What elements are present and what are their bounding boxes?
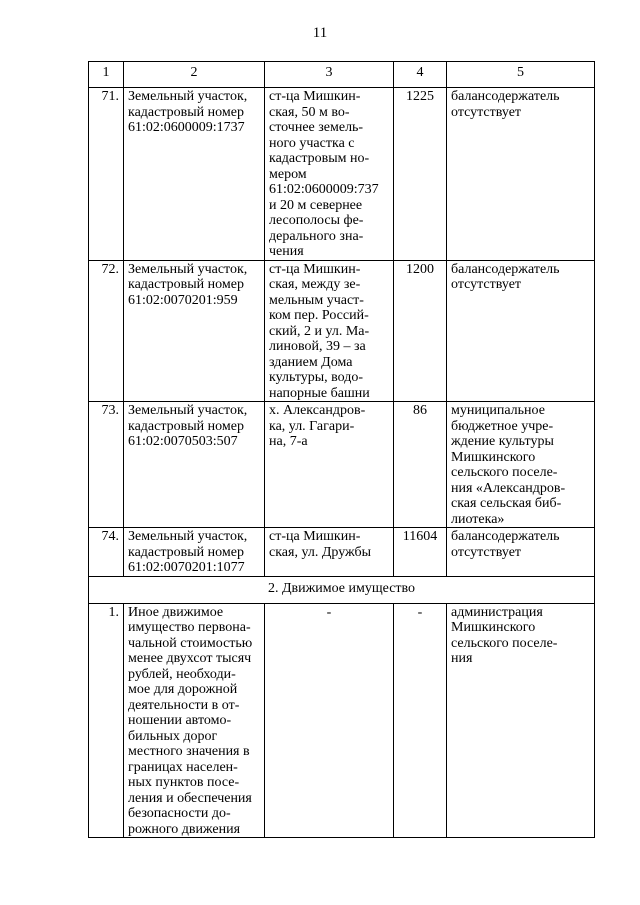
property-name-line: бильных дорог bbox=[128, 728, 218, 744]
address-line: 61:02:0600009:737 bbox=[269, 182, 379, 197]
holder-line: ния bbox=[451, 651, 473, 666]
holder-line: администрация bbox=[451, 604, 543, 620]
property-name-line: кадастровый номер bbox=[128, 418, 244, 434]
table-row bbox=[89, 88, 595, 261]
holder-line: ская сельская биб- bbox=[451, 496, 562, 511]
address-cell bbox=[265, 402, 394, 528]
table-row bbox=[89, 402, 595, 528]
header-col-2: 2 bbox=[124, 62, 265, 88]
row-number: 1. bbox=[89, 603, 124, 838]
address-cell bbox=[265, 260, 394, 402]
property-name-line: 61:02:0070201:959 bbox=[128, 292, 238, 308]
holder-line: отсутствует bbox=[451, 277, 522, 292]
property-name-cell bbox=[124, 88, 265, 261]
property-name-line: деятельности в от- bbox=[128, 697, 240, 713]
property-name-line: рожного движения bbox=[128, 821, 241, 837]
holder-cell bbox=[447, 260, 595, 402]
area-cell: 1200 bbox=[394, 260, 447, 402]
holder-line: муниципальное bbox=[451, 403, 545, 418]
property-name-line: Земельный участок, bbox=[128, 261, 248, 277]
table-row bbox=[89, 260, 595, 402]
row-number: 72. bbox=[89, 260, 124, 402]
address-cell: - bbox=[265, 603, 394, 838]
header-col-1: 1 bbox=[89, 62, 124, 88]
address-line: напорные башни bbox=[269, 385, 370, 401]
property-name-line: кадастровый номер bbox=[128, 544, 244, 560]
holder-line: отсутствует bbox=[451, 544, 522, 560]
header-col-4: 4 bbox=[394, 62, 447, 88]
property-name-line: кадастровый номер bbox=[128, 104, 244, 120]
property-name-cell bbox=[124, 603, 265, 838]
property-name-cell bbox=[124, 260, 265, 402]
area-cell: 86 bbox=[394, 402, 447, 528]
property-name-line: ления и обеспечения bbox=[128, 790, 252, 806]
area-cell: - bbox=[394, 603, 447, 838]
holder-line: сельского поселе- bbox=[451, 465, 558, 480]
page-number: 11 bbox=[312, 25, 328, 41]
holder-line: ждение культуры bbox=[451, 434, 554, 449]
address-line: ст-ца Мишкин- bbox=[269, 529, 361, 544]
address-line: х. Александров- bbox=[269, 403, 366, 418]
address-line: дерального зна- bbox=[269, 228, 364, 244]
table-row bbox=[89, 528, 595, 577]
property-name-line: мое для дорожной bbox=[128, 682, 238, 697]
property-name-cell bbox=[124, 528, 265, 577]
holder-line: сельского поселе- bbox=[451, 635, 558, 651]
property-name-line: Земельный участок, bbox=[128, 89, 248, 104]
holder-cell bbox=[447, 528, 595, 577]
property-name-line: Земельный участок, bbox=[128, 529, 248, 544]
property-name-line: менее двухсот тысяч bbox=[128, 651, 252, 666]
row-number: 74. bbox=[89, 528, 124, 577]
property-name-line: 61:02:0600009:1737 bbox=[128, 120, 245, 135]
address-line: ст-ца Мишкин- bbox=[269, 89, 361, 104]
section-title: 2. Движимое имущество bbox=[89, 576, 595, 603]
property-name-line: 61:02:0070503:507 bbox=[128, 434, 238, 449]
property-name-line: ношении автомо- bbox=[128, 713, 232, 728]
holder-line: ния «Александров- bbox=[451, 480, 566, 496]
address-line: культуры, водо- bbox=[269, 370, 364, 385]
holder-cell bbox=[447, 603, 595, 838]
property-name-line: кадастровый номер bbox=[128, 277, 244, 292]
address-line: и 20 м севернее bbox=[269, 197, 363, 213]
holder-line: бюджетное учре- bbox=[451, 418, 554, 434]
section-header-row bbox=[89, 576, 595, 603]
property-name-cell bbox=[124, 402, 265, 528]
holder-line: балансодержатель bbox=[451, 261, 560, 277]
address-line: ком пер. Россий- bbox=[269, 308, 369, 323]
holder-line: отсутствует bbox=[451, 104, 522, 120]
property-name-line: местного значения в bbox=[128, 744, 250, 759]
table-row bbox=[89, 603, 595, 838]
property-name-line: границах населен- bbox=[128, 759, 238, 775]
address-line: ка, ул. Гагари- bbox=[269, 418, 355, 434]
property-register-table bbox=[88, 61, 595, 838]
address-line: чения bbox=[269, 244, 304, 259]
column-number-header-row bbox=[89, 62, 595, 88]
property-name-line: ных пунктов посе- bbox=[128, 775, 240, 790]
holder-line: Мишкинского bbox=[451, 620, 536, 635]
address-line: на, 7-а bbox=[269, 434, 308, 449]
holder-cell bbox=[447, 402, 595, 528]
header-col-3: 3 bbox=[265, 62, 394, 88]
address-line: ст-ца Мишкин- bbox=[269, 261, 361, 277]
address-cell bbox=[265, 88, 394, 261]
property-name-line: Земельный участок, bbox=[128, 403, 248, 418]
address-line: лесополосы фе- bbox=[269, 213, 364, 228]
address-line: ного участка с bbox=[269, 135, 355, 151]
area-cell: 11604 bbox=[394, 528, 447, 577]
address-line: сточнее земель- bbox=[269, 120, 364, 135]
address-line: ская, ул. Дружбы bbox=[269, 544, 372, 560]
address-line: зданием Дома bbox=[269, 354, 353, 370]
row-number: 71. bbox=[89, 88, 124, 261]
property-name-line: безопасности до- bbox=[128, 806, 231, 821]
address-line: ский, 2 и ул. Ма- bbox=[269, 323, 370, 339]
address-line: ская, 50 м во- bbox=[269, 104, 350, 120]
holder-cell bbox=[447, 88, 595, 261]
address-line: кадастровым но- bbox=[269, 151, 370, 166]
property-name-line: Иное движимое bbox=[128, 604, 224, 620]
address-line: линовой, 39 – за bbox=[269, 339, 366, 354]
address-line: ская, между зе- bbox=[269, 277, 361, 292]
property-name-line: имущество первона- bbox=[128, 620, 251, 635]
address-line: мером bbox=[269, 166, 307, 182]
header-col-5: 5 bbox=[447, 62, 595, 88]
holder-line: балансодержатель bbox=[451, 529, 560, 544]
property-name-line: рублей, необходи- bbox=[128, 666, 236, 682]
holder-line: Мишкинского bbox=[451, 449, 536, 465]
area-cell: 1225 bbox=[394, 88, 447, 261]
address-cell bbox=[265, 528, 394, 577]
row-number: 73. bbox=[89, 402, 124, 528]
property-name-line: 61:02:0070201:1077 bbox=[128, 560, 245, 575]
address-line: мельным участ- bbox=[269, 292, 364, 308]
holder-line: балансодержатель bbox=[451, 89, 560, 104]
property-name-line: чальной стоимостью bbox=[128, 635, 253, 651]
holder-line: лиотека» bbox=[451, 511, 505, 527]
